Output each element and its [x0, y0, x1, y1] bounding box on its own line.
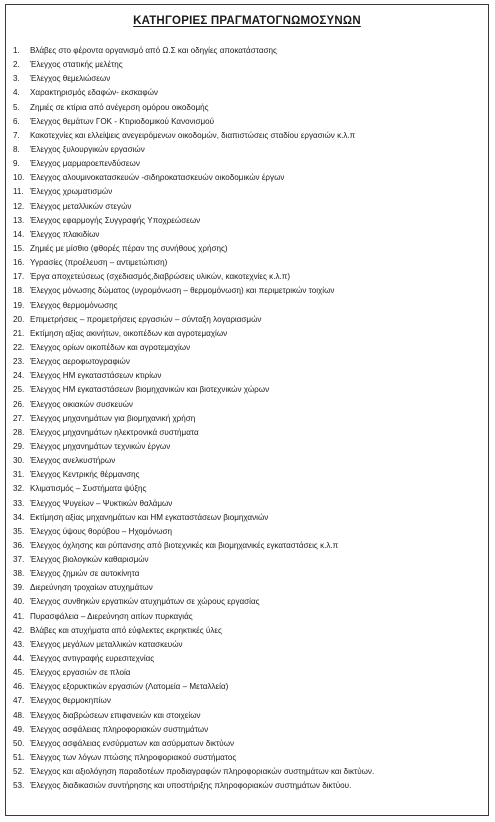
- item-text: Έλεγχος θερμοκηπίων: [30, 696, 111, 706]
- list-item: [13, 355, 484, 369]
- list-item: [13, 129, 484, 143]
- list-item: [13, 200, 484, 214]
- item-text: Επιμετρήσεις – προμετρήσεις εργασιών – σύνταξη λογαριασμών: [30, 314, 262, 324]
- list-item: [13, 284, 484, 298]
- item-number: 6.: [13, 116, 20, 126]
- item-text: Έλεγχος ξυλουργικών εργασιών: [30, 144, 145, 154]
- item-number: 46.: [13, 682, 25, 692]
- item-number: 2.: [13, 60, 20, 70]
- list-item: [13, 765, 484, 779]
- item-text: Έλεγχος πλακιδίων: [30, 229, 100, 239]
- item-number: 42.: [13, 625, 25, 635]
- item-number: 38.: [13, 569, 25, 579]
- list-item: [13, 723, 484, 737]
- item-number: 7.: [13, 130, 20, 140]
- list-item: [13, 737, 484, 751]
- item-number: 36.: [13, 540, 25, 550]
- list-item: [13, 751, 484, 765]
- item-number: 47.: [13, 696, 25, 706]
- list-item: [13, 256, 484, 270]
- item-text: Εκτίμηση αξίας ακινήτων, οικοπέδων και αγροτεμαχίων: [30, 328, 228, 338]
- item-number: 33.: [13, 498, 25, 508]
- item-number: 32.: [13, 484, 25, 494]
- item-text: Έλεγχος Κεντρικής θέρμανσης: [30, 470, 140, 480]
- item-text: Έλεγχος ορίων οικοπέδων και αγροτεμαχίων: [30, 342, 191, 352]
- list-item: [13, 497, 484, 511]
- list-item: [13, 694, 484, 708]
- list-item: [13, 115, 484, 129]
- item-number: 14.: [13, 229, 25, 239]
- category-list: [13, 44, 484, 793]
- item-number: 10.: [13, 173, 25, 183]
- item-text: Έλεγχος εφαρμογής Συγγραφής Υποχρεώσεων: [30, 215, 201, 225]
- item-text: Κακοτεχνίες και ελλείψεις ανεγειρόμενων οικοδομών, διαπιστώσεις σταδίου εργασιών κ.λ.π: [30, 130, 356, 140]
- item-number: 52.: [13, 767, 25, 777]
- item-text: Έλεγχος οικιακών συσκευών: [30, 399, 133, 409]
- list-item: [13, 383, 484, 397]
- item-text: Έλεγχος μόνωσης δώματος (υγρομόνωση – θερμομόνωση) και περιμετρικών τοιχίων: [30, 286, 335, 296]
- list-item: [13, 412, 484, 426]
- list-item: [13, 101, 484, 115]
- list-item: [13, 666, 484, 680]
- item-number: 28.: [13, 427, 25, 437]
- item-text: Έλεγχος ασφάλειας ενσύρματων και ασύρματων δικτύων: [30, 738, 235, 748]
- item-number: 49.: [13, 724, 25, 734]
- item-number: 1.: [13, 46, 20, 55]
- item-text: Έλεγχος ΗΜ εγκαταστάσεων κτιρίων: [30, 371, 162, 381]
- list-item: [13, 624, 484, 638]
- list-item: [13, 157, 484, 171]
- item-number: 26.: [13, 399, 25, 409]
- item-text: Έλεγχος μαρμαροεπενδύσεων: [30, 159, 140, 169]
- item-number: 40.: [13, 597, 25, 607]
- item-text: Έλεγχος μεταλλικών στεγών: [30, 201, 132, 211]
- item-number: 41.: [13, 611, 25, 621]
- item-number: 19.: [13, 300, 25, 310]
- item-number: 12.: [13, 201, 25, 211]
- list-item: [13, 779, 484, 793]
- list-item: [13, 525, 484, 539]
- item-text: Έλεγχος διαδικασιών συντήρησης και υποστήριξης πληροφοριακών συστημάτων δικτύου.: [30, 781, 352, 791]
- item-number: 31.: [13, 470, 25, 480]
- list-item: [13, 680, 484, 694]
- item-number: 43.: [13, 639, 25, 649]
- list-item: [13, 709, 484, 723]
- item-number: 11.: [13, 187, 24, 197]
- item-text: Ζημιές σε κτίρια από ανέγερση ομόρου οικοδομής: [30, 102, 209, 112]
- list-item: [13, 652, 484, 666]
- item-number: 13.: [13, 215, 25, 225]
- list-item: [13, 299, 484, 313]
- item-text: Έλεγχος χρωματισμών: [30, 187, 113, 197]
- list-item: [13, 595, 484, 609]
- item-number: 51.: [13, 753, 25, 763]
- list-item: [13, 553, 484, 567]
- item-number: 21.: [13, 328, 25, 338]
- item-text: Ζημιές με μίσθιο (φθορές πέραν της συνήθους χρήσης): [30, 243, 228, 253]
- list-item: [13, 369, 484, 383]
- item-number: 39.: [13, 583, 25, 593]
- list-item: [13, 242, 484, 256]
- item-text: Βλάβες στο φέροντα οργανισμό από Ω.Σ και οδηγίες αποκατάστασης: [30, 46, 277, 55]
- item-text: Έλεγχος και αξιολόγηση παραδοτέων προδιαγραφών πληροφοριακών συστημάτων και δικτύων.: [30, 767, 375, 777]
- list-item: [13, 341, 484, 355]
- item-text: Έλεγχος ύψους θορύβου – Ηχομόνωση: [30, 526, 173, 536]
- item-number: 8.: [13, 144, 20, 154]
- item-number: 37.: [13, 555, 25, 565]
- list-item: [13, 482, 484, 496]
- list-item: [13, 58, 484, 72]
- item-text: Έλεγχος ζημιών σε αυτοκίνητα: [30, 569, 140, 579]
- item-number: 4.: [13, 88, 20, 98]
- list-item: [13, 468, 484, 482]
- item-text: Έλεγχος Ψυγείων – Ψυκτικών θαλάμων: [30, 498, 173, 508]
- list-item: [13, 171, 484, 185]
- item-number: 23.: [13, 357, 25, 367]
- item-number: 35.: [13, 526, 25, 536]
- list-item: [13, 270, 484, 284]
- item-number: 48.: [13, 710, 25, 720]
- item-number: 15.: [13, 243, 25, 253]
- item-number: 17.: [13, 272, 25, 282]
- item-text: Έλεγχος εργασιών σε πλοία: [30, 668, 131, 678]
- list-item: [13, 454, 484, 468]
- list-item: [13, 327, 484, 341]
- item-text: Πυρασφάλεια – Διερεύνηση αιτίων πυρκαγιάς: [30, 611, 193, 621]
- item-number: 29.: [13, 441, 25, 451]
- item-text: Έλεγχος θεμάτων ΓΟΚ - Κτιριοδομικού Κανονισμού: [30, 116, 215, 126]
- item-text: Έλεγχος συνθηκών εργατικών ατυχημάτων σε χώρους εργασίας: [30, 597, 260, 607]
- item-text: Έλεγχος θεμελιώσεων: [30, 74, 111, 84]
- list-item: [13, 185, 484, 199]
- list-item: [13, 440, 484, 454]
- item-text: Έλεγχος εξορυκτικών εργασιών (Λατομεία – Μεταλλεία): [30, 682, 229, 692]
- item-number: 30.: [13, 456, 25, 466]
- list-item: [13, 86, 484, 100]
- item-number: 5.: [13, 102, 20, 112]
- item-number: 45.: [13, 668, 25, 678]
- item-text: Έλεγχος ανελκυστήρων: [30, 456, 116, 466]
- item-number: 25.: [13, 385, 25, 395]
- list-item: [13, 567, 484, 581]
- item-text: Έλεγχος αεροφωτογραφιών: [30, 357, 130, 367]
- item-text: Έλεγχος στατικής μελέτης: [30, 60, 123, 70]
- item-text: Έλεγχος διαβρώσεων επιφανειών και στοιχείων: [30, 710, 201, 720]
- item-text: Έλεγχος μηχανημάτων τεχνικών έργων: [30, 441, 171, 451]
- item-text: Κλιματισμός – Συστήματα ψύξης: [30, 484, 147, 494]
- list-item: [13, 313, 484, 327]
- document-page: [5, 4, 489, 816]
- list-item: [13, 143, 484, 157]
- item-number: 53.: [13, 781, 25, 791]
- item-number: 24.: [13, 371, 25, 381]
- item-number: 27.: [13, 413, 25, 423]
- list-item: [13, 511, 484, 525]
- item-text: Έλεγχος όχλησης και ρύπανσης από βιοτεχνικές και βιομηχανικές εγκαταστάσεις κ.λ.π: [30, 540, 339, 550]
- item-number: 9.: [13, 159, 20, 169]
- item-number: 22.: [13, 342, 25, 352]
- list-item: [13, 610, 484, 624]
- list-item: [13, 398, 484, 412]
- item-text: Έλεγχος μεγάλων μεταλλικών κατασκευών: [30, 639, 183, 649]
- item-text: Έλεγχος μηχανημάτων ηλεκτρονικά συστήματα: [30, 427, 199, 437]
- list-item: [13, 214, 484, 228]
- item-text: Εκτίμηση αξίας μηχανημάτων και ΗΜ εγκαταστάσεων βιομηχανιών: [30, 512, 269, 522]
- item-text: Έργα αποχετεύσεως (σχεδιασμός,διαβρώσεις υλικών, κακοτεχνίες κ.λ.π): [30, 272, 291, 282]
- item-text: Έλεγχος θερμομόνωσης: [30, 300, 118, 310]
- item-number: 20.: [13, 314, 25, 324]
- item-number: 50.: [13, 738, 25, 748]
- item-text: Υγρασίες (προέλευση – αντιμετώπιση): [30, 258, 168, 268]
- item-number: 44.: [13, 654, 25, 664]
- list-item: [13, 44, 484, 58]
- item-text: Έλεγχος ΗΜ εγκαταστάσεων βιομηχανικών και βιοτεχνικών χώρων: [30, 385, 270, 395]
- item-number: 18.: [13, 286, 25, 296]
- item-text: Βλάβες και ατυχήματα από εύφλεκτες εκρηκτικές ύλες: [30, 625, 222, 635]
- list-item: [13, 72, 484, 86]
- item-text: Έλεγχος αντιγραφής ευρεσιτεχνίας: [30, 654, 155, 664]
- item-number: 34.: [13, 512, 25, 522]
- item-text: Χαρακτηρισμός εδαφών- εκσκαφών: [30, 88, 158, 98]
- item-text: Έλεγχος των λόγων πτώσης πληροφοριακού συστήματος: [30, 753, 237, 763]
- list-item: [13, 539, 484, 553]
- item-text: Έλεγχος ασφάλειας πληροφοριακών συστημάτων: [30, 724, 209, 734]
- item-number: 3.: [13, 74, 20, 84]
- item-number: 16.: [13, 258, 25, 268]
- item-text: Έλεγχος βιολογικών καθαρισμών: [30, 555, 149, 565]
- document-title-text: ΚΑΤΗΓΟΡΙΕΣ ΠΡΑΓΜΑΤΟΓΝΩΜΟΣΥΝΩΝ: [133, 15, 361, 27]
- item-text: Έλεγχος μηχανημάτων για βιομηχανική χρήση: [30, 413, 196, 423]
- list-item: [13, 581, 484, 595]
- list-item: [13, 228, 484, 242]
- document-title: [6, 15, 488, 27]
- list-item: [13, 638, 484, 652]
- item-text: Διερεύνηση τροχαίων ατυχημάτων: [30, 583, 153, 593]
- item-text: Έλεγχος αλουμινοκατασκευών -σιδηροκατασκευών οικοδομικών έργων: [30, 173, 285, 183]
- list-item: [13, 426, 484, 440]
